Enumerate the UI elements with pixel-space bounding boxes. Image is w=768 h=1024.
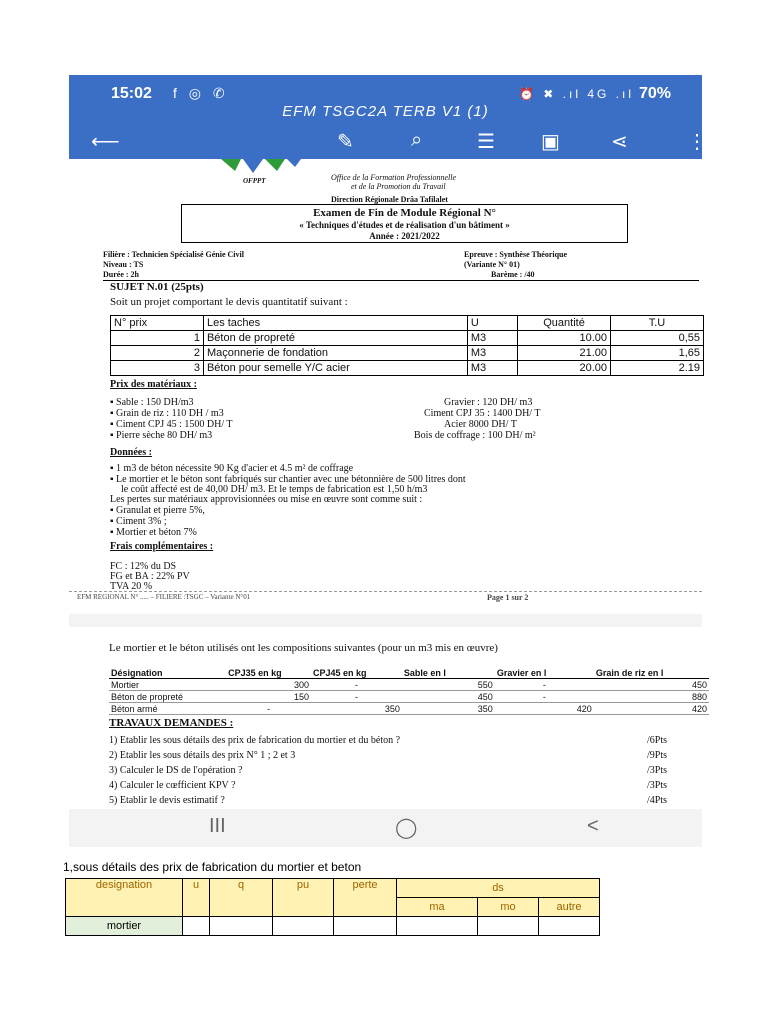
cell-gravier: -: [495, 691, 594, 703]
variante: (Variante N° 01): [464, 260, 520, 269]
header-grain-riz: Grain de riz en l: [594, 667, 709, 679]
filiere: Filière : Technicien Spécialisé Génie Civil: [103, 250, 244, 259]
header-cpj45: CPJ45 en kg: [311, 667, 402, 679]
more-options-icon[interactable]: ⋮: [687, 131, 707, 153]
composition-table: [109, 667, 709, 715]
cell-tu: 2.19: [611, 361, 704, 376]
travaux-item-2: 2) Etablir les sous détails des prix N° 1 ; 2 et 3: [109, 750, 296, 761]
share-icon[interactable]: ⋖: [611, 131, 628, 153]
cell-cpj35: 300: [226, 679, 311, 691]
phone-screenshot: [69, 75, 707, 847]
android-nav-bar: [69, 809, 702, 847]
travaux-title: TRAVAUX DEMANDES :: [109, 717, 234, 729]
cell-tu: 0,55: [611, 331, 704, 346]
frais-title: Frais complémentaires :: [110, 541, 214, 552]
org-line-1: Office de la Formation Professionnelle: [331, 173, 457, 182]
cell-designation: Béton armé: [109, 703, 226, 715]
cell-quantite: 10.00: [518, 331, 611, 346]
cell-ma[interactable]: [397, 917, 478, 936]
header-perte[interactable]: perte: [334, 879, 397, 917]
prix-value: Sable : 150 DH/m3: [116, 397, 194, 408]
sous-details-table: [65, 878, 600, 936]
travaux-points-2: /9Pts: [647, 750, 668, 761]
pertes-intro: Les pertes sur matériaux approvisionnées ou mise en œuvre sont comme suit :: [110, 494, 423, 505]
frais-item-1: FG et BA : 22% PV: [110, 571, 190, 582]
document-title: EFM TSGC2A TERB V1 (1): [282, 103, 489, 120]
battery-level: 70%: [639, 85, 672, 102]
home-icon[interactable]: ◯: [395, 817, 418, 839]
app-bar: [69, 103, 707, 159]
header-taches: Les taches: [203, 316, 467, 331]
cell-grain-riz: 420: [594, 703, 709, 715]
cell-pu[interactable]: [273, 917, 334, 936]
cell-sable: 350: [402, 703, 495, 715]
cell-designation: Béton de propreté: [109, 691, 226, 703]
travaux-points-4: /3Pts: [647, 780, 668, 791]
travaux-item-5: 5) Etablir le devis estimatif ?: [109, 795, 225, 806]
cell-grain-riz: 450: [594, 679, 709, 691]
cell-num: 3: [111, 361, 204, 376]
cell-unite: M3: [467, 331, 517, 346]
cell-designation: Mortier: [109, 679, 226, 691]
header-pu[interactable]: pu: [273, 879, 334, 917]
cell-num: 1: [111, 331, 204, 346]
devis-intro: Soit un projet comportant le devis quantitatif suivant :: [110, 296, 348, 308]
page-footer: EFM REGIONAL N° ..... – FILIERE :TSGC – Variante N°01: [77, 593, 251, 601]
pertes-text: Mortier et béton 7%: [116, 527, 197, 538]
sujet-title: SUJET N.01 (25pts): [110, 281, 204, 293]
cell-cpj35: 150: [226, 691, 311, 703]
header-ma[interactable]: ma: [397, 898, 478, 917]
prix-title: Prix des matériaux :: [110, 379, 197, 390]
prix-left-2: ▪ Ciment CPJ 45 : 1500 DH/ T: [110, 419, 233, 430]
devis-quantitatif-table: [110, 315, 704, 376]
exam-title: Examen de Fin de Module Régional N°: [313, 207, 496, 219]
prix-value: Grain de riz : 110 DH / m3: [116, 408, 224, 419]
prix-left-1: ▪ Grain de riz : 110 DH / m3: [110, 408, 224, 419]
table-header-row: [66, 879, 600, 898]
header-u[interactable]: u: [183, 879, 210, 917]
table-row: [111, 331, 704, 346]
donnees-text: 1 m3 de béton nécessite 90 Kg d'acier et 4.5 m² de coffrage: [116, 463, 354, 474]
travaux-points-3: /3Pts: [647, 765, 668, 776]
table-header-row: [111, 316, 704, 331]
header-ds[interactable]: ds: [397, 879, 600, 898]
cell-gravier: -: [495, 679, 594, 691]
pertes-text: Granulat et pierre 5%,: [116, 505, 205, 516]
table-header-row: [109, 667, 709, 679]
cell-cpj35: -: [226, 703, 311, 715]
prix-right-1: Ciment CPJ 35 : 1400 DH/ T: [424, 408, 541, 419]
pertes-text: Ciment 3% ;: [116, 516, 167, 527]
donnees-title: Données :: [110, 447, 152, 458]
cell-cpj45: 350: [311, 703, 402, 715]
exam-subtitle: « Techniques d'études et de réalisation d'un bâtiment »: [299, 220, 510, 230]
cell-perte[interactable]: [334, 917, 397, 936]
cell-u[interactable]: [183, 917, 210, 936]
document-page-2: [69, 627, 707, 809]
page-footer-divider: [69, 591, 702, 592]
table-row: [111, 361, 704, 376]
cell-tu: 1,65: [611, 346, 704, 361]
donnees-1: ▪ 1 m3 de béton nécessite 90 Kg d'acier et 4.5 m² de coffrage: [110, 463, 354, 474]
cell-quantite: 20.00: [518, 361, 611, 376]
epreuve: Epreuve : Synthèse Théorique: [464, 250, 568, 259]
back-arrow-icon[interactable]: ⟵: [91, 131, 120, 153]
cell-quantite: 21.00: [518, 346, 611, 361]
prix-value: Pierre sèche 80 DH/ m3: [116, 430, 213, 441]
prix-right-0: Gravier : 120 DH/ m3: [444, 397, 533, 408]
cell-tache: Béton pour semelle Y/C acier: [203, 361, 467, 376]
cell-autre[interactable]: [539, 917, 600, 936]
cell-q[interactable]: [210, 917, 273, 936]
pertes-item-1: ▪ Ciment 3% ;: [110, 516, 167, 527]
document-view-icon[interactable]: ☰: [477, 131, 495, 153]
pertes-item-2: ▪ Mortier et béton 7%: [110, 527, 197, 538]
recent-apps-icon[interactable]: III: [209, 815, 226, 837]
pencil-icon[interactable]: ✎: [337, 131, 354, 153]
frais-item-0: FC : 12% du DS: [110, 561, 177, 572]
header-designation[interactable]: designation: [66, 879, 183, 917]
cell-num: 2: [111, 346, 204, 361]
donnees-2b: le coût affecté est de 40,00 DH/ m3. Et le temps de fabrication est 1,50 h/m3: [121, 484, 428, 495]
cell-sable: 550: [402, 679, 495, 691]
prix-left-3: ▪ Pierre sèche 80 DH/ m3: [110, 430, 213, 441]
frais-item-2: TVA 20 %: [110, 581, 153, 592]
cell-unite: M3: [467, 346, 517, 361]
cell-tache: Béton de propreté: [203, 331, 467, 346]
prix-right-3: Bois de coffrage : 100 DH/ m²: [414, 430, 536, 441]
table-row: [111, 346, 704, 361]
cell-cpj45: -: [311, 679, 402, 691]
bareme: Barème : /40: [491, 270, 535, 279]
header-sable: Sable en l: [402, 667, 495, 679]
duree: Durée : 2h: [103, 270, 139, 279]
document-page-1: [69, 159, 702, 614]
signal-icons: ⏰ ✖ .ıl 4G .ıl: [519, 87, 635, 101]
niveau: Niveau : TS: [103, 260, 144, 269]
donnees-text: Le mortier et le béton sont fabriqués sur chantier avec une bétonnière de 500 litres dont: [116, 474, 466, 485]
donnees-2a: ▪ Le mortier et le béton sont fabriqués sur chantier avec une bétonnière de 500 litres dont: [110, 474, 466, 485]
header-mo[interactable]: mo: [478, 898, 539, 917]
status-time: 15:02: [111, 85, 152, 102]
cell-unite: M3: [467, 361, 517, 376]
header-quantite: Quantité: [518, 316, 611, 331]
notification-icons: f ◎ ✆: [173, 85, 229, 101]
save-icon[interactable]: ▣: [541, 131, 560, 153]
cell-mo[interactable]: [478, 917, 539, 936]
cell-cpj45: -: [311, 691, 402, 703]
prix-value: Ciment CPJ 45 : 1500 DH/ T: [116, 419, 233, 430]
sheet-title: 1,sous détails des prix de fabrication du mortier et beton: [63, 860, 362, 874]
travaux-points-5: /4Pts: [647, 795, 668, 806]
composition-intro: Le mortier et le béton utilisés ont les compositions suivantes (pour un m3 mis en œuvre): [109, 642, 498, 654]
ofppt-label: OFPPT: [243, 177, 266, 185]
header-tu: T.U: [611, 316, 704, 331]
travaux-item-1: 1) Etablir les sous détails des prix de fabrication du mortier et du béton ?: [109, 735, 401, 746]
table-row: [109, 679, 709, 691]
cell-sable: 450: [402, 691, 495, 703]
cell-gravier: 420: [495, 703, 594, 715]
header-gravier: Gravier en l: [495, 667, 594, 679]
pertes-item-0: ▪ Granulat et pierre 5%,: [110, 505, 205, 516]
travaux-item-4: 4) Calculer le cœfficient KPV ?: [109, 780, 236, 791]
back-icon[interactable]: <: [587, 815, 599, 837]
prix-right-2: Acier 8000 DH/ T: [444, 419, 517, 430]
direction: Direction Régionale Drâa Tafilalet: [331, 195, 448, 204]
exam-header-box: [181, 204, 628, 243]
ofppt-logo-icon: [221, 159, 301, 177]
header-designation: Désignation: [109, 667, 226, 679]
table-row: [66, 917, 600, 936]
exam-year: Année : 2021/2022: [369, 231, 440, 241]
header-q[interactable]: q: [210, 879, 273, 917]
header-cpj35: CPJ35 en kg: [226, 667, 311, 679]
cell-tache: Maçonnerie de fondation: [203, 346, 467, 361]
travaux-points-1: /6Pts: [647, 735, 668, 746]
row-label-mortier[interactable]: mortier: [66, 917, 183, 936]
prix-left-0: ▪ Sable : 150 DH/m3: [110, 397, 194, 408]
header-autre[interactable]: autre: [539, 898, 600, 917]
cell-grain-riz: 880: [594, 691, 709, 703]
search-icon[interactable]: ⌕: [411, 129, 423, 151]
header-unite: U: [467, 316, 517, 331]
table-row: [109, 691, 709, 703]
org-line-2: et de la Promotion du Travail: [351, 182, 446, 191]
travaux-item-3: 3) Calculer le DS de l'opération ?: [109, 765, 243, 776]
table-row: [109, 703, 709, 715]
page-number: Page 1 sur 2: [487, 593, 529, 602]
header-num-prix: N° prix: [111, 316, 204, 331]
